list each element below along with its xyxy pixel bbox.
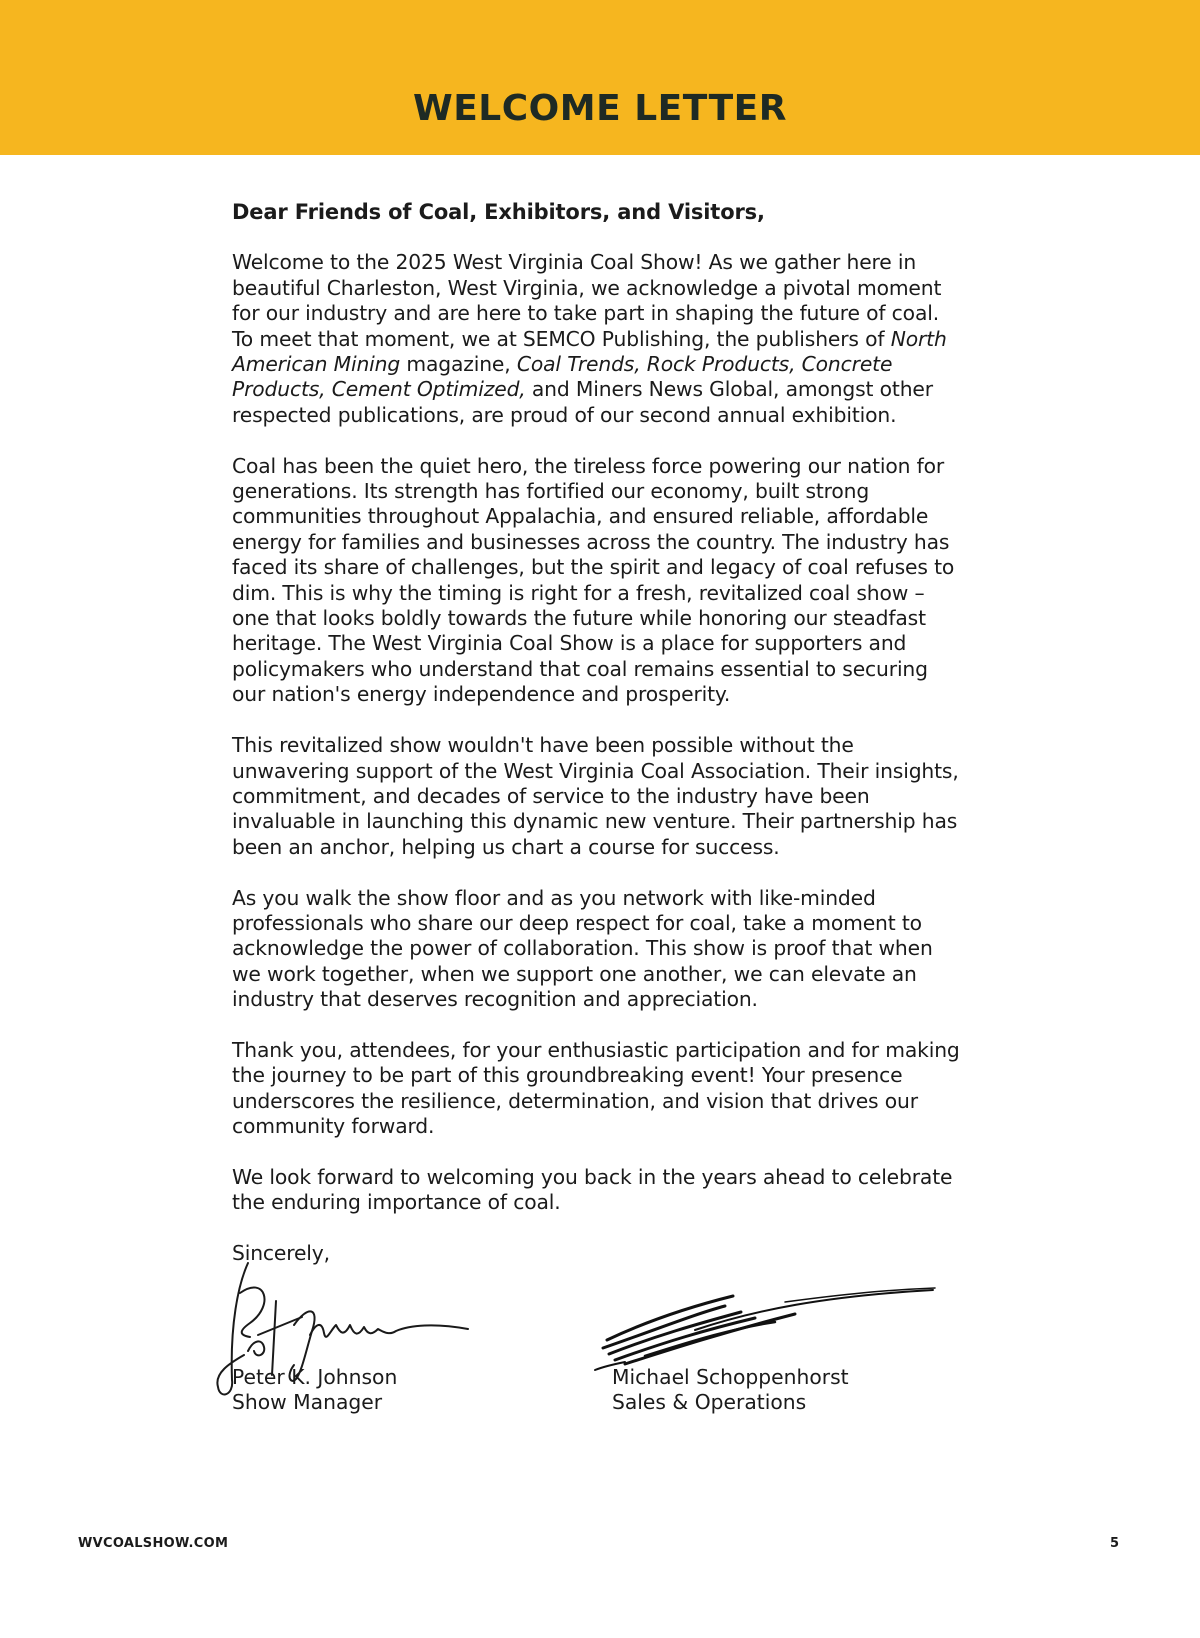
paragraph-1-text-a: Welcome to the 2025 West Virginia Coal Show! As we gather here in beautiful Charleston, West Virginia, we acknowledge a pivotal moment for our industry and are here to take part in shaping the future of coal. To meet that moment, we at SEMCO Publishing, the publishers of bbox=[232, 250, 942, 351]
footer-website: WVCOALSHOW.COM bbox=[78, 1536, 229, 1551]
salutation: Dear Friends of Coal, Exhibitors, and Visitors, bbox=[232, 200, 765, 224]
signature-block-1 bbox=[232, 1365, 397, 1416]
paragraph-4: As you walk the show floor and as you network with like-minded professionals who share our deep respect for coal, take a moment to acknowledge the power of collaboration. This show is proof that when we work together, when we support one another, we can elevate an industry that deserves recognition and appreciation. bbox=[232, 885, 933, 1012]
paragraph-1 bbox=[232, 250, 962, 428]
header-banner bbox=[0, 0, 1200, 155]
letter-body bbox=[232, 200, 962, 1292]
closing: Sincerely, bbox=[232, 1241, 330, 1266]
paragraph-5: Thank you, attendees, for your enthusiastic participation and for making the journey to be part of this groundbreaking event! Your presence underscores the resilience, determination, and vision that drives our community forward. bbox=[232, 1037, 960, 1139]
publication-names: Coal Trends, Rock Products, Concrete Products, Cement Optimized, bbox=[232, 352, 893, 402]
page-number: 5 bbox=[1110, 1536, 1120, 1551]
signer-name: Peter K. Johnson bbox=[232, 1365, 398, 1389]
signer-title: Show Manager bbox=[232, 1390, 383, 1415]
paragraph-6: We look forward to welcoming you back in the years ahead to celebrate the enduring importance of coal. bbox=[232, 1164, 953, 1215]
signer-name: Michael Schoppenhorst bbox=[612, 1365, 849, 1389]
paragraph-1-text-b: magazine, bbox=[400, 352, 517, 377]
signature-block-2 bbox=[612, 1365, 849, 1416]
paragraph-2: Coal has been the quiet hero, the tireless force powering our nation for generations. Its strength has fortified our economy, built strong communities throughout Appalachia, and ensured reliable, affordable energy for families and businesses across the country. The industry has faced its share of challenges, but the spirit and legacy of coal refuses to dim. This is why the timing is right for a fresh, revitalized coal show – one that looks boldly towards the future while honoring our steadfast heritage. The West Virginia Coal Show is a place for supporters and policymakers who understand that coal remains essential to securing our nation's energy independence and prosperity. bbox=[232, 453, 955, 707]
signer-title: Sales & Operations bbox=[612, 1390, 807, 1415]
paragraph-3: This revitalized show wouldn't have been possible without the unwavering support of the West Virginia Coal Association. Their insights, commitment, and decades of service to the industry have been invaluable in launching this dynamic new venture. Their partnership has been an anchor, helping us chart a course for success. bbox=[232, 733, 959, 859]
paragraph-1-text-c: and Miners News Global, amongst other respected publications, are proud of our second annual exhibition. bbox=[232, 377, 933, 427]
page-title: WELCOME LETTER bbox=[413, 88, 787, 129]
publication-name: North American Mining bbox=[232, 326, 947, 377]
